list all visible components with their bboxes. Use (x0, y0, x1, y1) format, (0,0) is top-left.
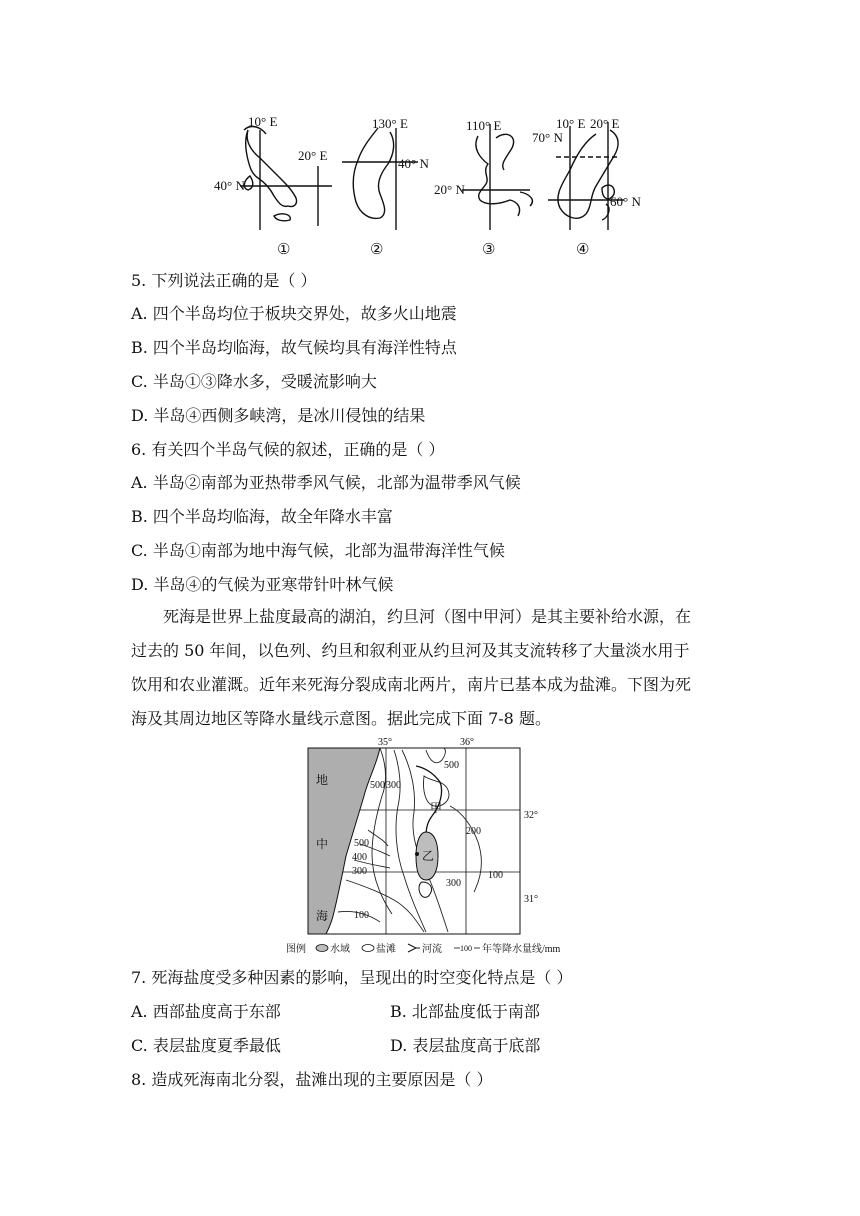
map4-lon-label-b: 20° E (590, 116, 620, 131)
question-7-stem: 7. 死海盐度受多种因素的影响，呈现出的时空变化特点是（ ） (131, 968, 573, 987)
isohyet-label: 100 (488, 870, 503, 881)
isohyet-label: 300 (386, 780, 401, 791)
map3-number: ③ (482, 242, 496, 258)
question-8-stem: 8. 造成死海南北分裂，盐滩出现的主要原因是（ ） (131, 1070, 493, 1089)
question-5-option-b: B. 四个半岛均临海，故气候均具有海洋性特点 (131, 338, 457, 357)
question-7-option-b: B. 北部盐度低于南部 (390, 1002, 540, 1021)
question-7-option-a: A. 西部盐度高于东部 (131, 1002, 281, 1021)
map4-lat-label-a: 70° N (532, 130, 563, 145)
question-7-option-d: D. 表层盐度高于底部 (390, 1036, 541, 1055)
map2-number: ② (370, 242, 384, 258)
river-label-jia: 甲 (430, 801, 443, 815)
map3-lat-label: 20° N (434, 182, 465, 197)
isohyet-label: 300 (446, 878, 461, 889)
isohyet-label: 400 (352, 852, 367, 863)
map3-lon-label: 110° E (466, 118, 502, 133)
question-7-option-c: C. 表层盐度夏季最低 (131, 1036, 281, 1055)
latitude-label-31: 31° (524, 894, 538, 905)
passage-line-1: 死海是世界上盐度最高的湖泊，约旦河（图中甲河）是其主要补给水源，在 (163, 607, 692, 626)
question-6-option-d: D. 半岛④的气候为亚寒带针叶林气候 (131, 575, 394, 594)
question-6-option-a: A. 半岛②南部为亚热带季风气候，北部为温带季风气候 (131, 473, 521, 492)
map2-lat-label: 40° N (398, 156, 429, 171)
map1-number: ① (277, 242, 291, 258)
sea-label-zhong: 中 (316, 837, 329, 851)
dead-sea-isohyet-map (276, 736, 586, 958)
latitude-label-32: 32° (524, 810, 538, 821)
point-yi-marker (415, 852, 419, 856)
question-6-stem: 6. 有关四个半岛气候的叙述，正确的是（ ） (131, 440, 445, 459)
place-label-yi: 乙 (422, 849, 435, 863)
legend-salt: 盐滩 (376, 944, 396, 955)
sea-label-di: 地 (316, 773, 329, 787)
legend-water: 水域 (330, 944, 350, 955)
isohyet-label: 500 (444, 760, 459, 771)
legend-isohyet: 年等降水量线/mm (482, 944, 561, 955)
question-5-option-d: D. 半岛④西侧多峡湾，是冰川侵蚀的结果 (131, 406, 426, 425)
longitude-label-36: 36° (460, 737, 474, 748)
question-5-stem: 5. 下列说法正确的是（ ） (131, 271, 317, 290)
map4-number: ④ (576, 242, 590, 258)
map1-lon-label-a: 10° E (248, 114, 278, 129)
peninsula-maps-figure (200, 108, 660, 260)
map1-lat-label: 40° N (214, 178, 245, 193)
isohyet-label: 100 (354, 910, 369, 921)
question-5-option-a: A. 四个半岛均位于板块交界处，故多火山地震 (131, 304, 457, 323)
legend-prefix: 图例 (286, 944, 306, 955)
isohyet-label: 300 (352, 866, 367, 877)
legend-river: 河流 (422, 944, 442, 955)
legend-isohyet-value: 100 (460, 944, 472, 953)
isohyet-label: 500 (370, 780, 385, 791)
passage-line-2: 过去的 50 年间，以色列、约旦和叙利亚从约旦河及其支流转移了大量淡水用于 (131, 641, 690, 660)
map4-lon-label-a: 10° E (556, 116, 586, 131)
isohyet-label: 200 (466, 826, 481, 837)
map1-lon-label-b: 20° E (298, 148, 328, 163)
salt-flat (419, 882, 432, 897)
question-5-option-c: C. 半岛①③降水多，受暖流影响大 (131, 372, 377, 391)
longitude-label-35: 35° (378, 737, 392, 748)
question-6-option-c: C. 半岛①南部为地中海气候，北部为温带海洋性气候 (131, 541, 505, 560)
passage-line-3: 饮用和农业灌溉。近年来死海分裂成南北两片，南片已基本成为盐滩。下图为死 (131, 675, 692, 694)
map4-lat-label-b: 60° N (610, 194, 641, 209)
isohyet-label: 500 (354, 838, 369, 849)
sea-label-hai: 海 (316, 909, 329, 923)
map2-lon-label: 130° E (372, 116, 408, 131)
question-6-option-b: B. 四个半岛均临海，故全年降水丰富 (131, 507, 393, 526)
passage-line-4: 海及其周边地区等降水量线示意图。据此完成下面 7-8 题。 (131, 709, 551, 728)
